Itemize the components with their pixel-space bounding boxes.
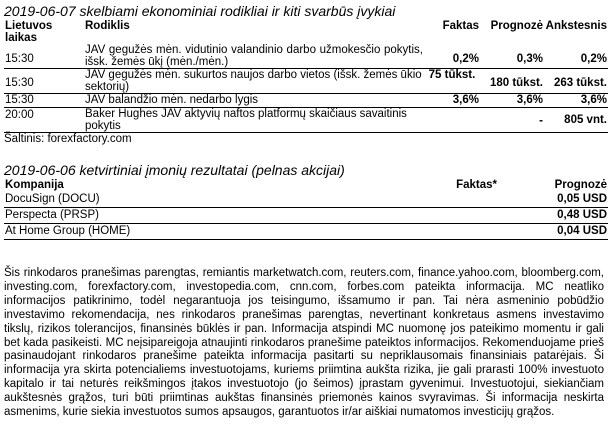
row-company: DocuSign (DOCU) <box>4 192 424 208</box>
row-previous: 805 vnt. <box>544 108 608 133</box>
row-forecast: 0,05 USD <box>498 192 608 208</box>
header-time: Lietuvos laikas <box>5 20 53 44</box>
row-forecast: 180 tūkst. <box>480 69 544 94</box>
earnings-table <box>4 179 608 240</box>
row-forecast: 0,3% <box>480 44 544 69</box>
row-time: 15:30 <box>4 44 84 69</box>
row-indicator: JAV gegužės mėn. vidutinio valandinio darbo užmokesčio pokytis, išsk. žemės ūkį (mėn./mėn.) <box>85 44 423 68</box>
earnings-header-row <box>4 179 608 192</box>
header-actual: Faktas <box>442 20 479 32</box>
row-forecast: 0,04 USD <box>498 224 608 240</box>
section1-title: 2019-06-07 skelbiami ekonominiai rodikliai ir kiti svarbūs įvykiai <box>4 3 396 19</box>
row-actual: 0,2% <box>424 44 480 69</box>
row-previous: 0,2% <box>544 44 608 69</box>
header-forecast: Prognozė <box>490 20 543 32</box>
report-page <box>4 0 608 240</box>
section2-title: 2019-06-06 ketvirtiniai įmonių rezultatai (pelnas akcijai) <box>4 162 345 178</box>
source-note: Šaltinis: forexfactory.com <box>4 133 132 145</box>
row-previous: 3,6% <box>544 94 608 108</box>
row-company: At Home Group (HOME) <box>4 224 424 240</box>
row-forecast: - <box>480 108 544 133</box>
disclaimer-text: Šis rinkodaros pranešimas parengtas, remiantis marketwatch.com, reuters.com, finance.yahoo.com, bloomberg.com, investing.com, forexfactory.com, investopedia.com, cnn.com, forbes.com pateikta informacija. MC neatliko informacijos patikrinimo, todėl negarantuoja jos teisingumo, išsamumo ir pan. Tai nėra asmeninio pobūdžio investavimo rekomendacija, nes rinkodaros pranešimas parengtas, nevertinant konkretaus asmens investavimo tikslų, rizikos tolerancijos, finansinės būklės ir pan. Informacija atspindi MC nuomonę jos pateikimo momentu ir gali bet kada pasikeisti. MC neįsipareigoja atnaujinti rinkodaros pranešime pateiktos informacijos. Rekomenduojame prieš pasinaudojant rinkodaros pranešime pateikta informacija pasitarti su nepriklausomais finansiniais patarėjais. Ši informacija yra skirta potencialiems investuotojams, kuriems priimtina aukšta rizika, jie gali prarasti 100% investuoto kapitalo ir tai neturės reikšmingos įtakos investuotojo (jo šeimos) įprastam gyvenimui. Investuotojui, siekiančiam aukštesnės grąžos, turi būti priimtinas aukštas finansinės priemonės kainos svyravimas. Ši informacija neskirta asmenims, kurie siekia investuotos sumos apsaugos, garantuotos ir/ar aiškiai numatomos investicijų grąžos. <box>4 267 604 419</box>
header-indicator: Rodiklis <box>85 20 130 32</box>
row-actual <box>424 208 498 224</box>
row-time: 20:00 <box>4 108 84 133</box>
table-row <box>4 108 608 133</box>
row-actual: 75 tūkst. <box>424 69 480 94</box>
row-forecast: 3,6% <box>480 94 544 108</box>
row-indicator: Baker Hughes JAV aktyvių naftos platformų skaičiaus savaitinis pokytis <box>84 108 424 133</box>
header-company: Kompanija <box>5 179 64 191</box>
table-row <box>4 94 608 108</box>
indicators-header-row <box>4 20 608 44</box>
table-row <box>4 69 608 94</box>
header-actual: Faktas* <box>456 179 497 191</box>
row-indicator: JAV balandžio mėn. nedarbo lygis <box>84 94 424 108</box>
header-forecast: Prognozė <box>554 179 607 191</box>
table-row <box>4 192 608 208</box>
row-actual <box>424 108 480 133</box>
indicators-table <box>4 20 608 133</box>
row-actual <box>424 192 498 208</box>
row-actual <box>424 224 498 240</box>
header-previous: Ankstesnis <box>545 20 607 32</box>
row-actual: 3,6% <box>424 94 480 108</box>
row-forecast: 0,48 USD <box>498 208 608 224</box>
table-row <box>4 224 608 240</box>
row-time: 15:30 <box>4 94 84 108</box>
table-row <box>4 208 608 224</box>
table-row <box>4 44 608 69</box>
row-company: Perspecta (PRSP) <box>4 208 424 224</box>
row-previous: 263 tūkst. <box>544 69 608 94</box>
row-indicator: JAV gegužės mėn. sukurtos naujos darbo vietos (išsk. žemės ūkio sektorių) <box>84 69 424 94</box>
row-time: 15:30 <box>4 69 84 94</box>
